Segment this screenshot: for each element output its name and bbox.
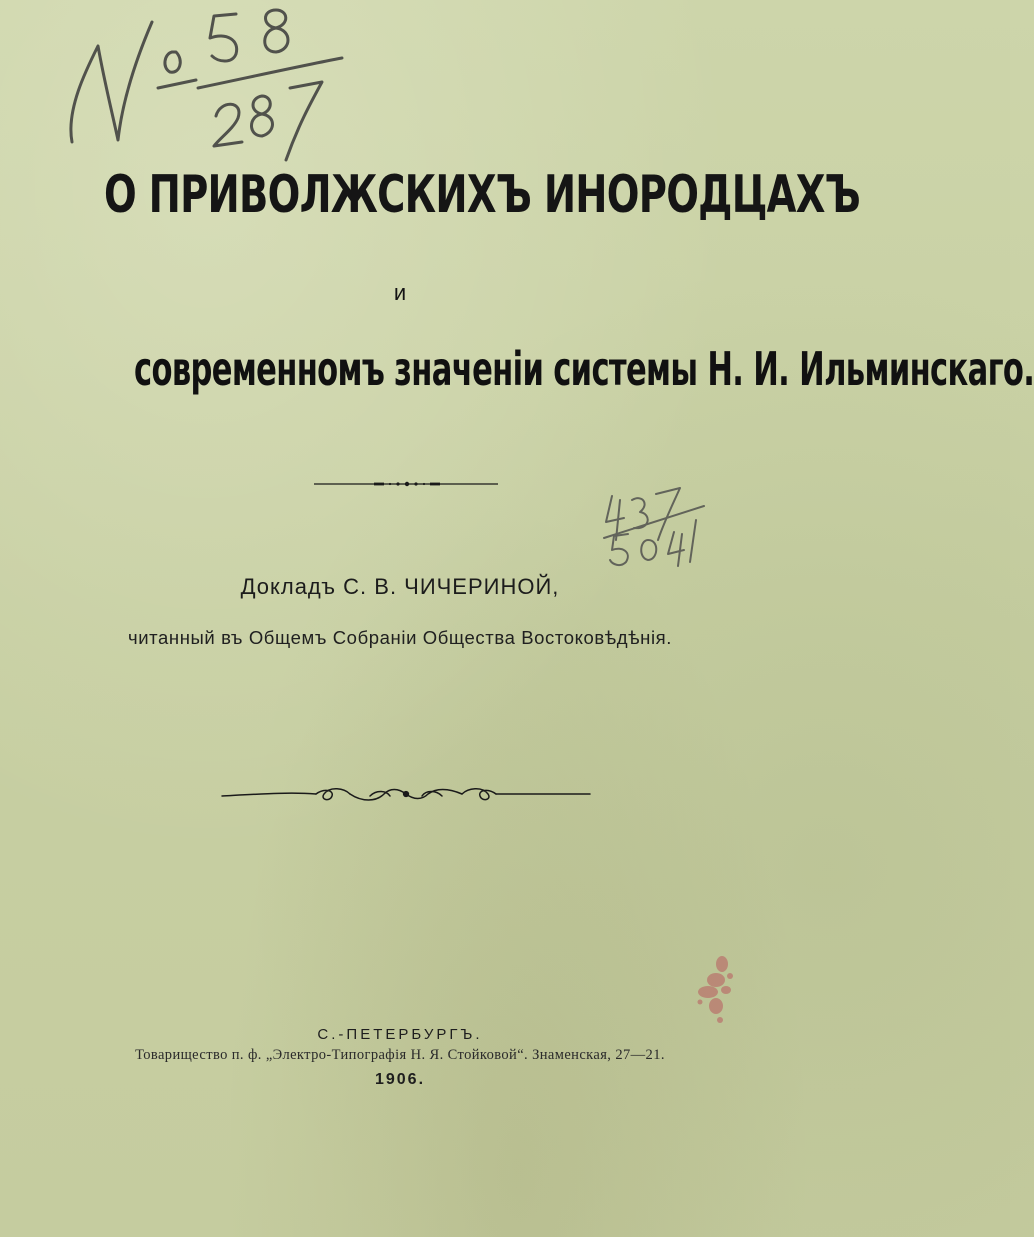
title-conjunction: и (393, 280, 407, 305)
red-stain (686, 950, 746, 1030)
ornamental-flourish (220, 782, 592, 808)
subtitle: современномъ значенiи системы Н. И. Ильминскаго. (134, 342, 1034, 396)
imprint-printer: Товарищество п. ф. „Электро-Типографiя Н. Я. Стойковой“. Знаменская, 27—21. (135, 1047, 665, 1063)
imprint-city: С.-ПЕТЕРБУРГЪ. (317, 1026, 483, 1043)
main-title: О ПРИВОЛЖСКИХЪ ИНОРОДЦАХЪ (104, 165, 861, 225)
report-author-line: Докладъ С. В. ЧИЧЕРИНОЙ, (240, 574, 560, 599)
ornamental-divider (312, 474, 502, 494)
imprint-year: 1906. (374, 1071, 426, 1088)
read-at-line: читанный въ Общемъ Собранiи Общества Востоковѣдѣнiя. (127, 627, 673, 648)
